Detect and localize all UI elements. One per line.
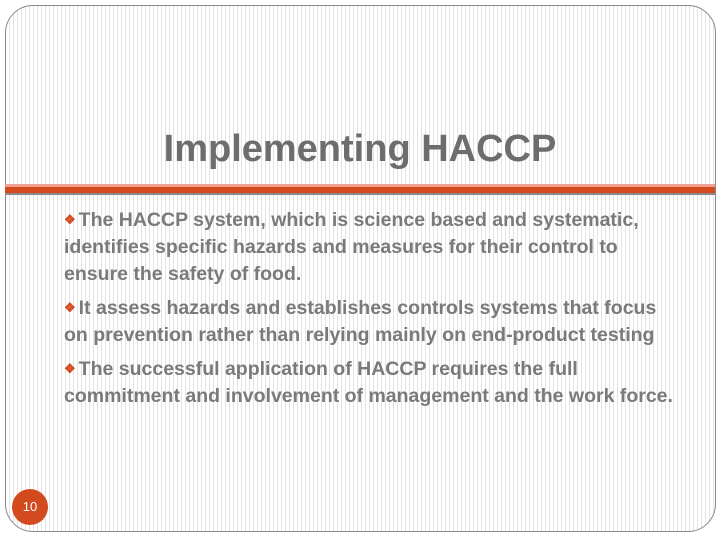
- bullet-item: ❖ It assess hazards and establishes controls systems that focus on prevention rather than relying mainly on end-product testing: [64, 297, 657, 346]
- diamond-cluster-icon: ❖: [64, 212, 76, 227]
- diamond-cluster-icon: ❖: [64, 361, 76, 376]
- slide-title: Implementing HACCP: [163, 128, 557, 170]
- bullet-list: [64, 206, 674, 416]
- bullet-item: ❖ The HACCP system, which is science based and systematic, identifies specific hazards and measures for their control to ensure the safety of food.: [64, 209, 639, 285]
- divider-gray: [5, 193, 715, 195]
- bullet-item: ❖ The successful application of HACCP requires the full commitment and involvement of management and the work force.: [64, 358, 673, 407]
- page-number-badge: 10: [12, 489, 48, 525]
- diamond-cluster-icon: ❖: [64, 300, 76, 315]
